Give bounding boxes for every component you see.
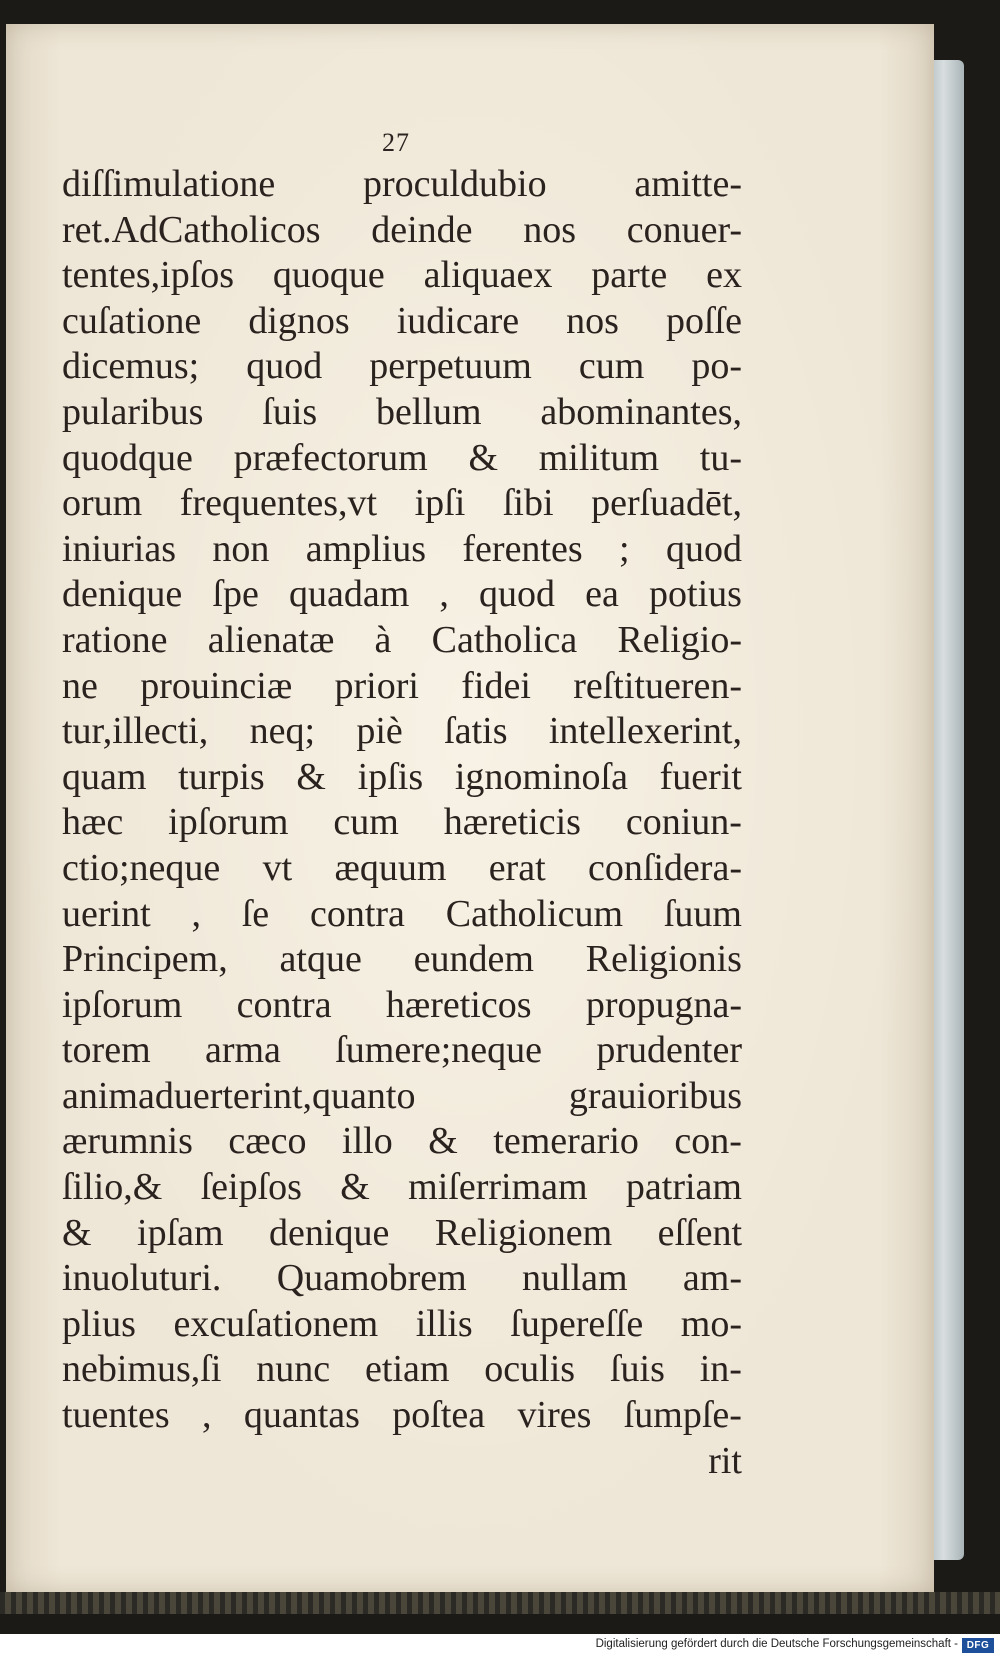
text-word: erat xyxy=(488,846,546,889)
text-word: non xyxy=(212,527,270,570)
text-line xyxy=(62,664,742,710)
text-line xyxy=(62,1393,742,1439)
text-word: deinde xyxy=(371,208,473,251)
text-line xyxy=(62,1119,742,1165)
text-word: nullam xyxy=(522,1257,628,1300)
text-line xyxy=(62,709,742,755)
text-line xyxy=(62,162,742,208)
body-text xyxy=(62,162,742,1484)
text-word: tuentes xyxy=(62,1394,170,1437)
text-line xyxy=(62,572,742,618)
text-word: ignominoſa xyxy=(454,755,628,798)
text-word: quoque xyxy=(272,254,385,297)
text-word: Catholica xyxy=(431,618,578,661)
footer-bar xyxy=(0,1634,1000,1658)
text-line xyxy=(62,800,742,846)
text-line xyxy=(62,299,742,345)
text-word: reſtitueren- xyxy=(573,664,742,707)
text-word: ſuis xyxy=(262,390,318,433)
text-word: hæreticos xyxy=(385,983,532,1026)
text-word: potius xyxy=(649,573,742,616)
text-word: oculis xyxy=(484,1348,576,1391)
text-word: temerario xyxy=(493,1120,639,1163)
text-word: & xyxy=(62,1211,92,1254)
text-word: tu- xyxy=(699,436,742,479)
text-word: parte xyxy=(591,254,668,297)
text-line xyxy=(62,527,742,573)
text-word: poſtea xyxy=(392,1394,486,1437)
text-line xyxy=(62,846,742,892)
text-line xyxy=(62,618,742,664)
text-word: militum xyxy=(538,436,660,479)
text-word: in- xyxy=(699,1348,742,1391)
text-word: fuerit xyxy=(659,755,742,798)
text-word: animaduerterint,quanto xyxy=(62,1074,416,1117)
text-word: conſidera- xyxy=(587,846,742,889)
text-word: dicemus; xyxy=(62,345,200,388)
text-word: plius xyxy=(62,1302,136,1345)
text-word: ret.AdCatholicos xyxy=(62,208,321,251)
text-word: ſuum xyxy=(663,892,742,935)
book-page-edges xyxy=(930,60,964,1560)
text-word: diſſimulatione xyxy=(62,163,276,205)
text-word: priori xyxy=(334,664,419,707)
text-word: vt xyxy=(262,846,293,889)
text-word: & xyxy=(468,436,498,479)
text-word: ipſi xyxy=(414,482,466,525)
text-word: quantas xyxy=(243,1394,360,1437)
text-word: atque xyxy=(279,938,362,981)
text-word: eundem xyxy=(413,938,534,981)
text-word: quam xyxy=(62,755,147,798)
text-word: iudicare xyxy=(396,299,520,342)
text-word: orum xyxy=(62,482,143,525)
text-word: mo- xyxy=(680,1302,742,1345)
text-word: abominantes, xyxy=(540,390,742,433)
text-word: Quamobrem xyxy=(276,1257,467,1300)
text-word: quod xyxy=(246,345,323,388)
text-word: & xyxy=(340,1166,370,1209)
text-word: Religionem xyxy=(434,1211,613,1254)
text-line xyxy=(62,208,742,254)
text-line xyxy=(62,1165,742,1211)
text-word: perſuadēt, xyxy=(591,482,742,525)
text-line xyxy=(62,937,742,983)
text-word: dignos xyxy=(248,299,350,342)
text-word: grauioribus xyxy=(568,1074,742,1117)
text-word: ſeipſos xyxy=(200,1166,302,1209)
footer-credit: Digitalisierung gefördert durch die Deutsche Forschungsgemeinschaft - xyxy=(595,1638,958,1650)
text-word: illis xyxy=(415,1302,473,1345)
text-word: ratione xyxy=(62,618,168,661)
text-word: intellexerint, xyxy=(548,710,742,753)
text-word: , xyxy=(202,1394,212,1437)
text-word: quod xyxy=(665,527,742,570)
text-line xyxy=(62,1256,742,1302)
text-word: Catholicum xyxy=(445,892,624,935)
text-word: alienatæ xyxy=(207,618,335,661)
text-word: nunc xyxy=(256,1348,331,1391)
text-word: ipſorum xyxy=(168,801,289,844)
text-line xyxy=(62,1439,742,1485)
text-word: poſſe xyxy=(666,299,742,342)
text-line xyxy=(62,1211,742,1257)
text-word: vires xyxy=(517,1394,592,1437)
text-line xyxy=(62,1028,742,1074)
text-word: cum xyxy=(333,801,399,844)
text-word: hæc xyxy=(62,801,124,844)
text-word: aliquaex xyxy=(423,254,553,297)
text-line xyxy=(62,481,742,527)
text-word: à xyxy=(374,618,392,661)
text-line xyxy=(62,253,742,299)
text-word: nos xyxy=(523,208,577,251)
text-line xyxy=(62,1074,742,1120)
text-word: denique xyxy=(62,573,183,616)
text-word: ex xyxy=(706,254,742,297)
text-word: fidei xyxy=(461,664,531,707)
text-word: con- xyxy=(674,1120,742,1163)
text-word: ipſorum xyxy=(62,983,183,1026)
text-word: rit xyxy=(708,1439,742,1482)
text-word: inuoluturi. xyxy=(62,1257,222,1300)
text-word: hæreticis xyxy=(443,801,581,844)
page-number: 27 xyxy=(382,128,410,157)
text-word: cæco xyxy=(228,1120,307,1163)
text-word: eſſent xyxy=(657,1211,742,1254)
text-word: contra xyxy=(309,892,405,935)
text-word: ea xyxy=(585,573,619,616)
text-line xyxy=(62,436,742,482)
text-word: prouinciæ xyxy=(140,664,293,707)
text-word: frequentes,vt xyxy=(179,482,378,525)
dfg-logo: DFG xyxy=(962,1638,994,1653)
text-word: patriam xyxy=(625,1166,742,1209)
text-word: ſilio,& xyxy=(62,1166,163,1209)
text-word: & xyxy=(428,1120,458,1163)
text-line xyxy=(62,390,742,436)
text-word: Religionis xyxy=(585,938,742,981)
text-line xyxy=(62,1302,742,1348)
text-word: piè xyxy=(356,710,403,753)
text-word: arma xyxy=(204,1029,281,1072)
text-word: quod xyxy=(479,573,556,616)
text-word: ferentes xyxy=(462,527,583,570)
text-word: turpis xyxy=(178,755,265,798)
text-word: quadam xyxy=(288,573,410,616)
text-word: ſpe xyxy=(212,573,259,616)
text-word: am- xyxy=(682,1257,742,1300)
text-word: coniun- xyxy=(625,801,742,844)
text-word: ærumnis xyxy=(62,1120,193,1163)
text-word: etiam xyxy=(365,1348,450,1391)
text-word: po- xyxy=(691,345,742,388)
text-word: prudenter xyxy=(596,1029,742,1072)
text-word: conuer- xyxy=(626,208,742,251)
text-line xyxy=(62,983,742,1029)
text-word: quodque xyxy=(62,436,193,479)
text-word: excuſationem xyxy=(173,1302,379,1345)
text-word: torem xyxy=(62,1029,151,1072)
text-word: ; xyxy=(619,527,630,570)
text-word: neq; xyxy=(249,710,316,753)
text-word: iniurias xyxy=(62,527,176,570)
text-word: æquum xyxy=(334,846,447,889)
text-word: Religio- xyxy=(617,618,742,661)
text-word: Principem, xyxy=(62,938,228,981)
text-word: , xyxy=(439,573,449,616)
text-line xyxy=(62,892,742,938)
binding-strip xyxy=(0,1592,1000,1614)
text-word: perpetuum xyxy=(369,345,532,388)
text-word: , xyxy=(191,892,201,935)
text-word: tentes,ipſos xyxy=(62,254,235,297)
text-word: pularibus xyxy=(62,390,204,433)
text-line xyxy=(62,755,742,801)
text-word: ſumpſe- xyxy=(623,1394,742,1437)
text-line xyxy=(62,344,742,390)
text-word: ſe xyxy=(241,892,270,935)
text-word: ſibi xyxy=(502,482,554,525)
text-word: ne xyxy=(62,664,98,707)
text-word: uerint xyxy=(62,892,151,935)
text-word: denique xyxy=(269,1211,390,1254)
text-word: nos xyxy=(566,299,619,342)
text-word: amitte- xyxy=(634,163,742,205)
text-word: bellum xyxy=(376,390,482,433)
text-word: ipſam xyxy=(137,1211,224,1254)
text-line xyxy=(62,1347,742,1393)
text-word: præfectorum xyxy=(233,436,428,479)
text-word: nebimus,ſi xyxy=(62,1348,222,1391)
text-word: ſupereſſe xyxy=(510,1302,644,1345)
text-word: cum xyxy=(578,345,645,388)
text-word: propugna- xyxy=(585,983,742,1026)
text-word: proculdubio xyxy=(362,163,547,205)
text-word: cuſatione xyxy=(62,299,202,342)
text-word: illo xyxy=(342,1120,393,1163)
text-word: ſuis xyxy=(609,1348,665,1391)
text-word: amplius xyxy=(305,527,427,570)
text-word: ſumere;neque xyxy=(335,1029,543,1072)
text-word: tur,illecti, xyxy=(62,710,209,753)
text-word: contra xyxy=(236,983,332,1026)
text-word: miſerrimam xyxy=(408,1166,588,1209)
text-word: & xyxy=(296,755,326,798)
text-word: ipſis xyxy=(357,755,424,798)
text-word: ctio;neque xyxy=(62,846,221,889)
text-word: ſatis xyxy=(444,710,508,753)
